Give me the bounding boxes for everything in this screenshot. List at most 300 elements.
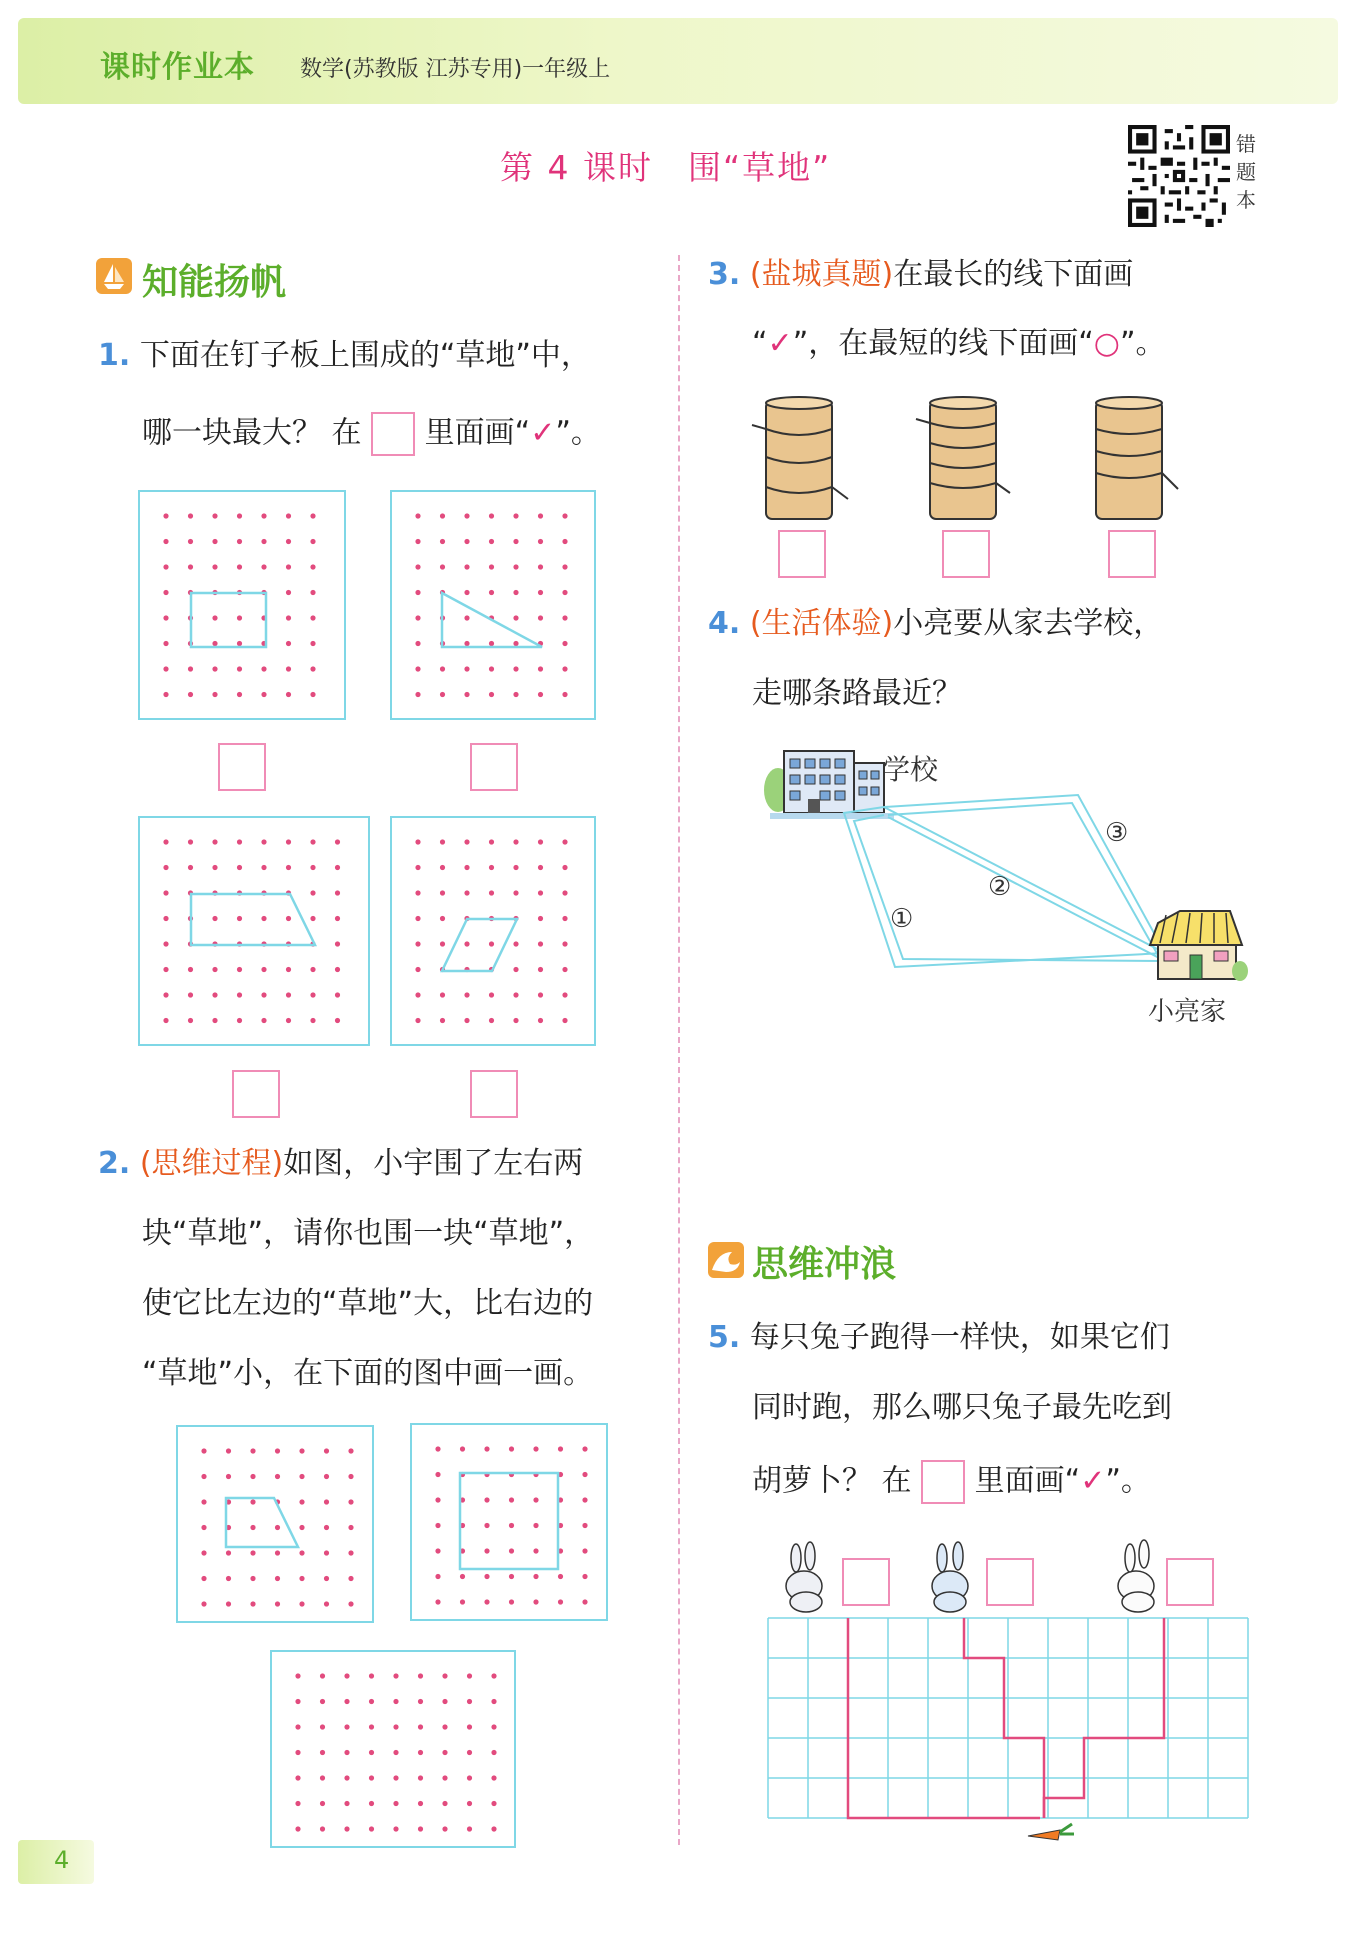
section-title-zhineng: 知能扬帆: [142, 262, 287, 303]
q4-route-map: [760, 745, 1250, 1045]
peg-dot: [261, 1018, 266, 1023]
peg-dot: [286, 615, 291, 620]
route-1-label: ①: [890, 904, 914, 934]
peg-dot: [320, 1673, 325, 1678]
peg-dot: [299, 1576, 304, 1581]
peg-dot: [335, 890, 340, 895]
peg-dot: [344, 1724, 349, 1729]
peg-dot: [562, 865, 567, 870]
peg-dot: [286, 839, 291, 844]
section-title-siwei: 思维冲浪: [752, 1244, 897, 1285]
peg-dot: [509, 1548, 514, 1553]
peg-dot: [237, 967, 242, 972]
rabbit-1-icon: [786, 1542, 822, 1612]
peg-dot: [484, 1548, 489, 1553]
peg-dot: [237, 666, 242, 671]
peg-dot: [310, 1018, 315, 1023]
peg-dot: [250, 1576, 255, 1581]
peg-dot: [464, 992, 469, 997]
peg-dot: [509, 1599, 514, 1604]
peg-dot: [212, 615, 217, 620]
peg-dot: [440, 865, 445, 870]
peg-dot: [513, 615, 518, 620]
peg-dot: [464, 615, 469, 620]
peg-dot: [299, 1601, 304, 1606]
q3-answer-box-1[interactable]: [778, 530, 826, 578]
peg-dot: [513, 692, 518, 697]
peg-dot: [415, 1018, 420, 1023]
peg-dot: [201, 1601, 206, 1606]
peg-dot: [484, 1574, 489, 1579]
route-2-label: ②: [988, 872, 1012, 902]
peg-dot: [460, 1599, 465, 1604]
rabbit-3-icon: [1118, 1540, 1154, 1612]
peg-dot: [324, 1448, 329, 1453]
peg-dot: [562, 641, 567, 646]
peg-dot: [299, 1474, 304, 1479]
peg-dot: [464, 539, 469, 544]
peg-dot: [415, 941, 420, 946]
peg-dot: [562, 1018, 567, 1023]
peg-dot: [348, 1499, 353, 1504]
peg-dot: [348, 1474, 353, 1479]
peg-dot: [212, 839, 217, 844]
peg-dot: [299, 1499, 304, 1504]
peg-dot: [286, 564, 291, 569]
peg-dot: [261, 992, 266, 997]
peg-dot: [582, 1599, 587, 1604]
peg-dot: [310, 916, 315, 921]
wave-icon: [708, 1242, 744, 1278]
peg-dot: [513, 865, 518, 870]
peg-dot: [369, 1750, 374, 1755]
peg-dot: [464, 1018, 469, 1023]
peg-dot: [582, 1574, 587, 1579]
q5-line1: 5. 每只兔子跑得一样快，如果它们: [708, 1320, 1170, 1355]
peg-dot: [163, 666, 168, 671]
peg-dot: [415, 890, 420, 895]
peg-dot: [562, 890, 567, 895]
peg-dot: [538, 692, 543, 697]
peg-dot: [163, 539, 168, 544]
peg-dot: [320, 1750, 325, 1755]
peg-dot: [226, 1474, 231, 1479]
peg-dot: [163, 513, 168, 518]
peg-dot: [275, 1550, 280, 1555]
peg-dot: [188, 839, 193, 844]
peg-dot: [418, 1826, 423, 1831]
peg-dot: [440, 564, 445, 569]
peg-dot: [393, 1724, 398, 1729]
peg-dot: [310, 590, 315, 595]
peg-dot: [286, 865, 291, 870]
peg-dot: [538, 890, 543, 895]
peg-dot: [275, 1525, 280, 1530]
peg-dot: [415, 865, 420, 870]
peg-dot: [489, 992, 494, 997]
peg-dot: [295, 1673, 300, 1678]
peg-dot: [558, 1599, 563, 1604]
peg-dot: [393, 1826, 398, 1831]
q5-inline-answer-box: [921, 1460, 965, 1504]
peg-dot: [489, 666, 494, 671]
peg-dot: [163, 590, 168, 595]
brand-title: 课时作业本: [100, 50, 255, 85]
peg-dot: [415, 539, 420, 544]
q3-answer-box-3[interactable]: [1108, 530, 1156, 578]
peg-dot: [295, 1775, 300, 1780]
peg-dot: [440, 1018, 445, 1023]
peg-dot: [310, 513, 315, 518]
peg-dot: [467, 1826, 472, 1831]
peg-dot: [533, 1523, 538, 1528]
peg-dot: [261, 692, 266, 697]
peg-dot: [295, 1724, 300, 1729]
peg-dot: [440, 539, 445, 544]
peg-dot: [226, 1550, 231, 1555]
sailboat-icon: [96, 258, 132, 294]
peg-dot: [286, 666, 291, 671]
peg-dot: [491, 1801, 496, 1806]
peg-dot: [467, 1775, 472, 1780]
peg-dot: [562, 615, 567, 620]
peg-dot: [250, 1499, 255, 1504]
peg-dot: [201, 1499, 206, 1504]
peg-dot: [415, 641, 420, 646]
peg-dot: [538, 839, 543, 844]
q1-answer-box-4[interactable]: [470, 1070, 518, 1118]
peg-dot: [435, 1446, 440, 1451]
peg-dot: [435, 1472, 440, 1477]
peg-dot: [250, 1550, 255, 1555]
peg-dot: [464, 641, 469, 646]
peg-dot: [188, 666, 193, 671]
q4-line1: 4. (生活体验)小亮要从家去学校，: [708, 606, 1164, 641]
peg-dot: [188, 992, 193, 997]
peg-dot: [418, 1724, 423, 1729]
peg-dot: [299, 1525, 304, 1530]
peg-dot: [484, 1523, 489, 1528]
peg-dot: [415, 513, 420, 518]
peg-dot: [509, 1446, 514, 1451]
q1-answer-box-1[interactable]: [218, 743, 266, 791]
peg-dot: [582, 1548, 587, 1553]
peg-dot: [188, 1018, 193, 1023]
peg-dot: [237, 641, 242, 646]
peg-dot: [464, 513, 469, 518]
peg-dot: [513, 941, 518, 946]
peg-dot: [369, 1826, 374, 1831]
peg-dot: [275, 1448, 280, 1453]
peg-dot: [286, 967, 291, 972]
peg-dot: [415, 615, 420, 620]
peg-dot: [562, 916, 567, 921]
peg-dot: [310, 666, 315, 671]
peg-dot: [442, 1699, 447, 1704]
carrot-icon: [1028, 1824, 1074, 1840]
peg-dot: [163, 967, 168, 972]
peg-dot: [538, 967, 543, 972]
peg-dot: [582, 1446, 587, 1451]
peg-dot: [344, 1699, 349, 1704]
peg-dot: [484, 1497, 489, 1502]
peg-dot: [261, 967, 266, 972]
peg-dot: [582, 1472, 587, 1477]
peg-dot: [163, 890, 168, 895]
peg-dot: [261, 865, 266, 870]
peg-dot: [275, 1576, 280, 1581]
peg-dot: [533, 1574, 538, 1579]
peg-dot: [513, 641, 518, 646]
peg-dot: [212, 513, 217, 518]
peg-dot: [212, 564, 217, 569]
peg-dot: [348, 1550, 353, 1555]
peg-dot: [393, 1750, 398, 1755]
q2-line4: “草地”小，在下面的图中画一画。: [142, 1356, 594, 1391]
peg-dot: [442, 1826, 447, 1831]
peg-dot: [418, 1699, 423, 1704]
peg-dot: [226, 1448, 231, 1453]
peg-dot: [415, 666, 420, 671]
peg-dot: [415, 992, 420, 997]
peg-dot: [188, 865, 193, 870]
peg-dot: [440, 513, 445, 518]
peg-dot: [562, 513, 567, 518]
peg-dot: [163, 916, 168, 921]
peg-dot: [310, 865, 315, 870]
peg-dot: [393, 1673, 398, 1678]
peg-dot: [489, 513, 494, 518]
peg-dot: [442, 1724, 447, 1729]
peg-dot: [513, 1018, 518, 1023]
q3-line1: 3. (盐城真题)在最长的线下面画: [708, 257, 1134, 292]
peg-dot: [310, 839, 315, 844]
peg-dot: [484, 1446, 489, 1451]
peg-dot: [324, 1499, 329, 1504]
q5-answer-box-3[interactable]: [1166, 1558, 1214, 1606]
peg-dot: [440, 890, 445, 895]
peg-dot: [509, 1523, 514, 1528]
peg-dot: [489, 564, 494, 569]
peg-dot: [538, 1018, 543, 1023]
pegboard-blank-drawing[interactable]: [270, 1650, 518, 1850]
peg-dot: [513, 539, 518, 544]
q1-answer-box-2[interactable]: [470, 743, 518, 791]
peg-dot: [335, 916, 340, 921]
peg-dot: [295, 1750, 300, 1755]
peg-dot: [163, 564, 168, 569]
peg-dot: [237, 1018, 242, 1023]
peg-dot: [562, 839, 567, 844]
peg-dot: [562, 992, 567, 997]
peg-dot: [509, 1497, 514, 1502]
peg-dot: [275, 1601, 280, 1606]
peg-dot: [261, 539, 266, 544]
peg-dot: [442, 1775, 447, 1780]
q1-answer-box-3[interactable]: [232, 1070, 280, 1118]
peg-dot: [201, 1550, 206, 1555]
peg-dot: [310, 992, 315, 997]
q5-answer-box-2[interactable]: [986, 1558, 1034, 1606]
peg-dot: [348, 1525, 353, 1530]
peg-dot: [201, 1525, 206, 1530]
peg-dot: [237, 916, 242, 921]
peg-dot: [226, 1576, 231, 1581]
peg-dot: [538, 539, 543, 544]
peg-dot: [533, 1497, 538, 1502]
peg-dot: [440, 992, 445, 997]
peg-dot: [320, 1826, 325, 1831]
peg-dot: [310, 967, 315, 972]
q5-answer-box-1[interactable]: [842, 1558, 890, 1606]
peg-dot: [212, 1018, 217, 1023]
peg-dot: [513, 666, 518, 671]
peg-dot: [295, 1801, 300, 1806]
peg-dot: [415, 564, 420, 569]
peg-dot: [582, 1523, 587, 1528]
peg-dot: [369, 1775, 374, 1780]
peg-dot: [538, 615, 543, 620]
q4-line2: 走哪条路最近？: [752, 676, 962, 711]
peg-dot: [435, 1523, 440, 1528]
peg-dot: [163, 1018, 168, 1023]
peg-dot: [489, 539, 494, 544]
house-icon: [1150, 911, 1248, 981]
peg-dot: [286, 992, 291, 997]
peg-dot: [348, 1448, 353, 1453]
peg-dot: [513, 564, 518, 569]
peg-dot: [489, 1018, 494, 1023]
peg-dot: [348, 1576, 353, 1581]
peg-dot: [237, 692, 242, 697]
peg-dot: [562, 564, 567, 569]
peg-dot: [562, 590, 567, 595]
peg-dot: [286, 513, 291, 518]
peg-dot: [188, 692, 193, 697]
peg-dot: [460, 1446, 465, 1451]
peg-dot: [464, 941, 469, 946]
peg-dot: [562, 666, 567, 671]
peg-dot: [163, 641, 168, 646]
peg-dot: [324, 1601, 329, 1606]
peg-dot: [237, 564, 242, 569]
pegboard-small-right: [410, 1423, 610, 1623]
peg-dot: [369, 1724, 374, 1729]
peg-dot: [467, 1801, 472, 1806]
peg-dot: [491, 1750, 496, 1755]
peg-dot: [237, 539, 242, 544]
pegboard-triangle: [390, 490, 598, 722]
pegboard-trapezoid: [138, 816, 372, 1048]
peg-dot: [435, 1497, 440, 1502]
peg-dot: [464, 865, 469, 870]
pegboard-small-left: [176, 1425, 376, 1625]
peg-dot: [310, 641, 315, 646]
peg-dot: [464, 692, 469, 697]
peg-dot: [538, 916, 543, 921]
school-label: 学校: [882, 755, 939, 786]
peg-dot: [538, 590, 543, 595]
peg-dot: [335, 992, 340, 997]
peg-dot: [393, 1699, 398, 1704]
peg-dot: [310, 615, 315, 620]
peg-dot: [237, 865, 242, 870]
peg-dot: [237, 513, 242, 518]
peg-dot: [310, 539, 315, 544]
peg-dot: [467, 1750, 472, 1755]
peg-dot: [310, 692, 315, 697]
peg-dot: [310, 890, 315, 895]
peg-dot: [418, 1673, 423, 1678]
peg-dot: [484, 1599, 489, 1604]
peg-dot: [250, 1525, 255, 1530]
pegboard-parallelogram: [390, 816, 598, 1048]
peg-dot: [509, 1574, 514, 1579]
peg-dot: [538, 941, 543, 946]
peg-dot: [237, 615, 242, 620]
peg-dot: [286, 641, 291, 646]
pegboard-rectangle: [138, 490, 348, 722]
peg-dot: [491, 1775, 496, 1780]
peg-dot: [163, 941, 168, 946]
peg-dot: [418, 1801, 423, 1806]
peg-dot: [299, 1550, 304, 1555]
peg-dot: [415, 590, 420, 595]
peg-dot: [582, 1497, 587, 1502]
page-number-tab: [18, 1840, 94, 1884]
peg-dot: [237, 992, 242, 997]
qr-code-icon[interactable]: [1128, 125, 1230, 227]
peg-dot: [299, 1448, 304, 1453]
peg-dot: [418, 1775, 423, 1780]
peg-dot: [538, 865, 543, 870]
peg-dot: [344, 1801, 349, 1806]
peg-dot: [188, 513, 193, 518]
peg-dot: [538, 513, 543, 518]
peg-dot: [489, 839, 494, 844]
peg-dot: [491, 1673, 496, 1678]
peg-dot: [335, 865, 340, 870]
peg-dot: [286, 692, 291, 697]
q1-line1: 1. 下面在钉子板上围成的“草地”中，: [98, 338, 591, 373]
peg-dot: [467, 1673, 472, 1678]
peg-dot: [250, 1474, 255, 1479]
lesson-title: 第 4 课时 围“草地”: [500, 148, 832, 187]
peg-dot: [286, 916, 291, 921]
peg-dot: [533, 1548, 538, 1553]
peg-dot: [467, 1724, 472, 1729]
peg-dot: [415, 839, 420, 844]
peg-dot: [442, 1673, 447, 1678]
peg-dot: [562, 967, 567, 972]
rabbit-2-icon: [932, 1542, 968, 1612]
peg-dot: [250, 1601, 255, 1606]
peg-dot: [435, 1574, 440, 1579]
peg-dot: [320, 1775, 325, 1780]
peg-dot: [212, 916, 217, 921]
peg-dot: [188, 539, 193, 544]
peg-dot: [369, 1801, 374, 1806]
peg-dot: [286, 1018, 291, 1023]
peg-dot: [295, 1826, 300, 1831]
peg-dot: [464, 839, 469, 844]
peg-dot: [491, 1826, 496, 1831]
column-divider: [678, 255, 680, 1845]
peg-dot: [489, 641, 494, 646]
q3-answer-box-2[interactable]: [942, 530, 990, 578]
peg-dot: [250, 1448, 255, 1453]
peg-dot: [415, 916, 420, 921]
